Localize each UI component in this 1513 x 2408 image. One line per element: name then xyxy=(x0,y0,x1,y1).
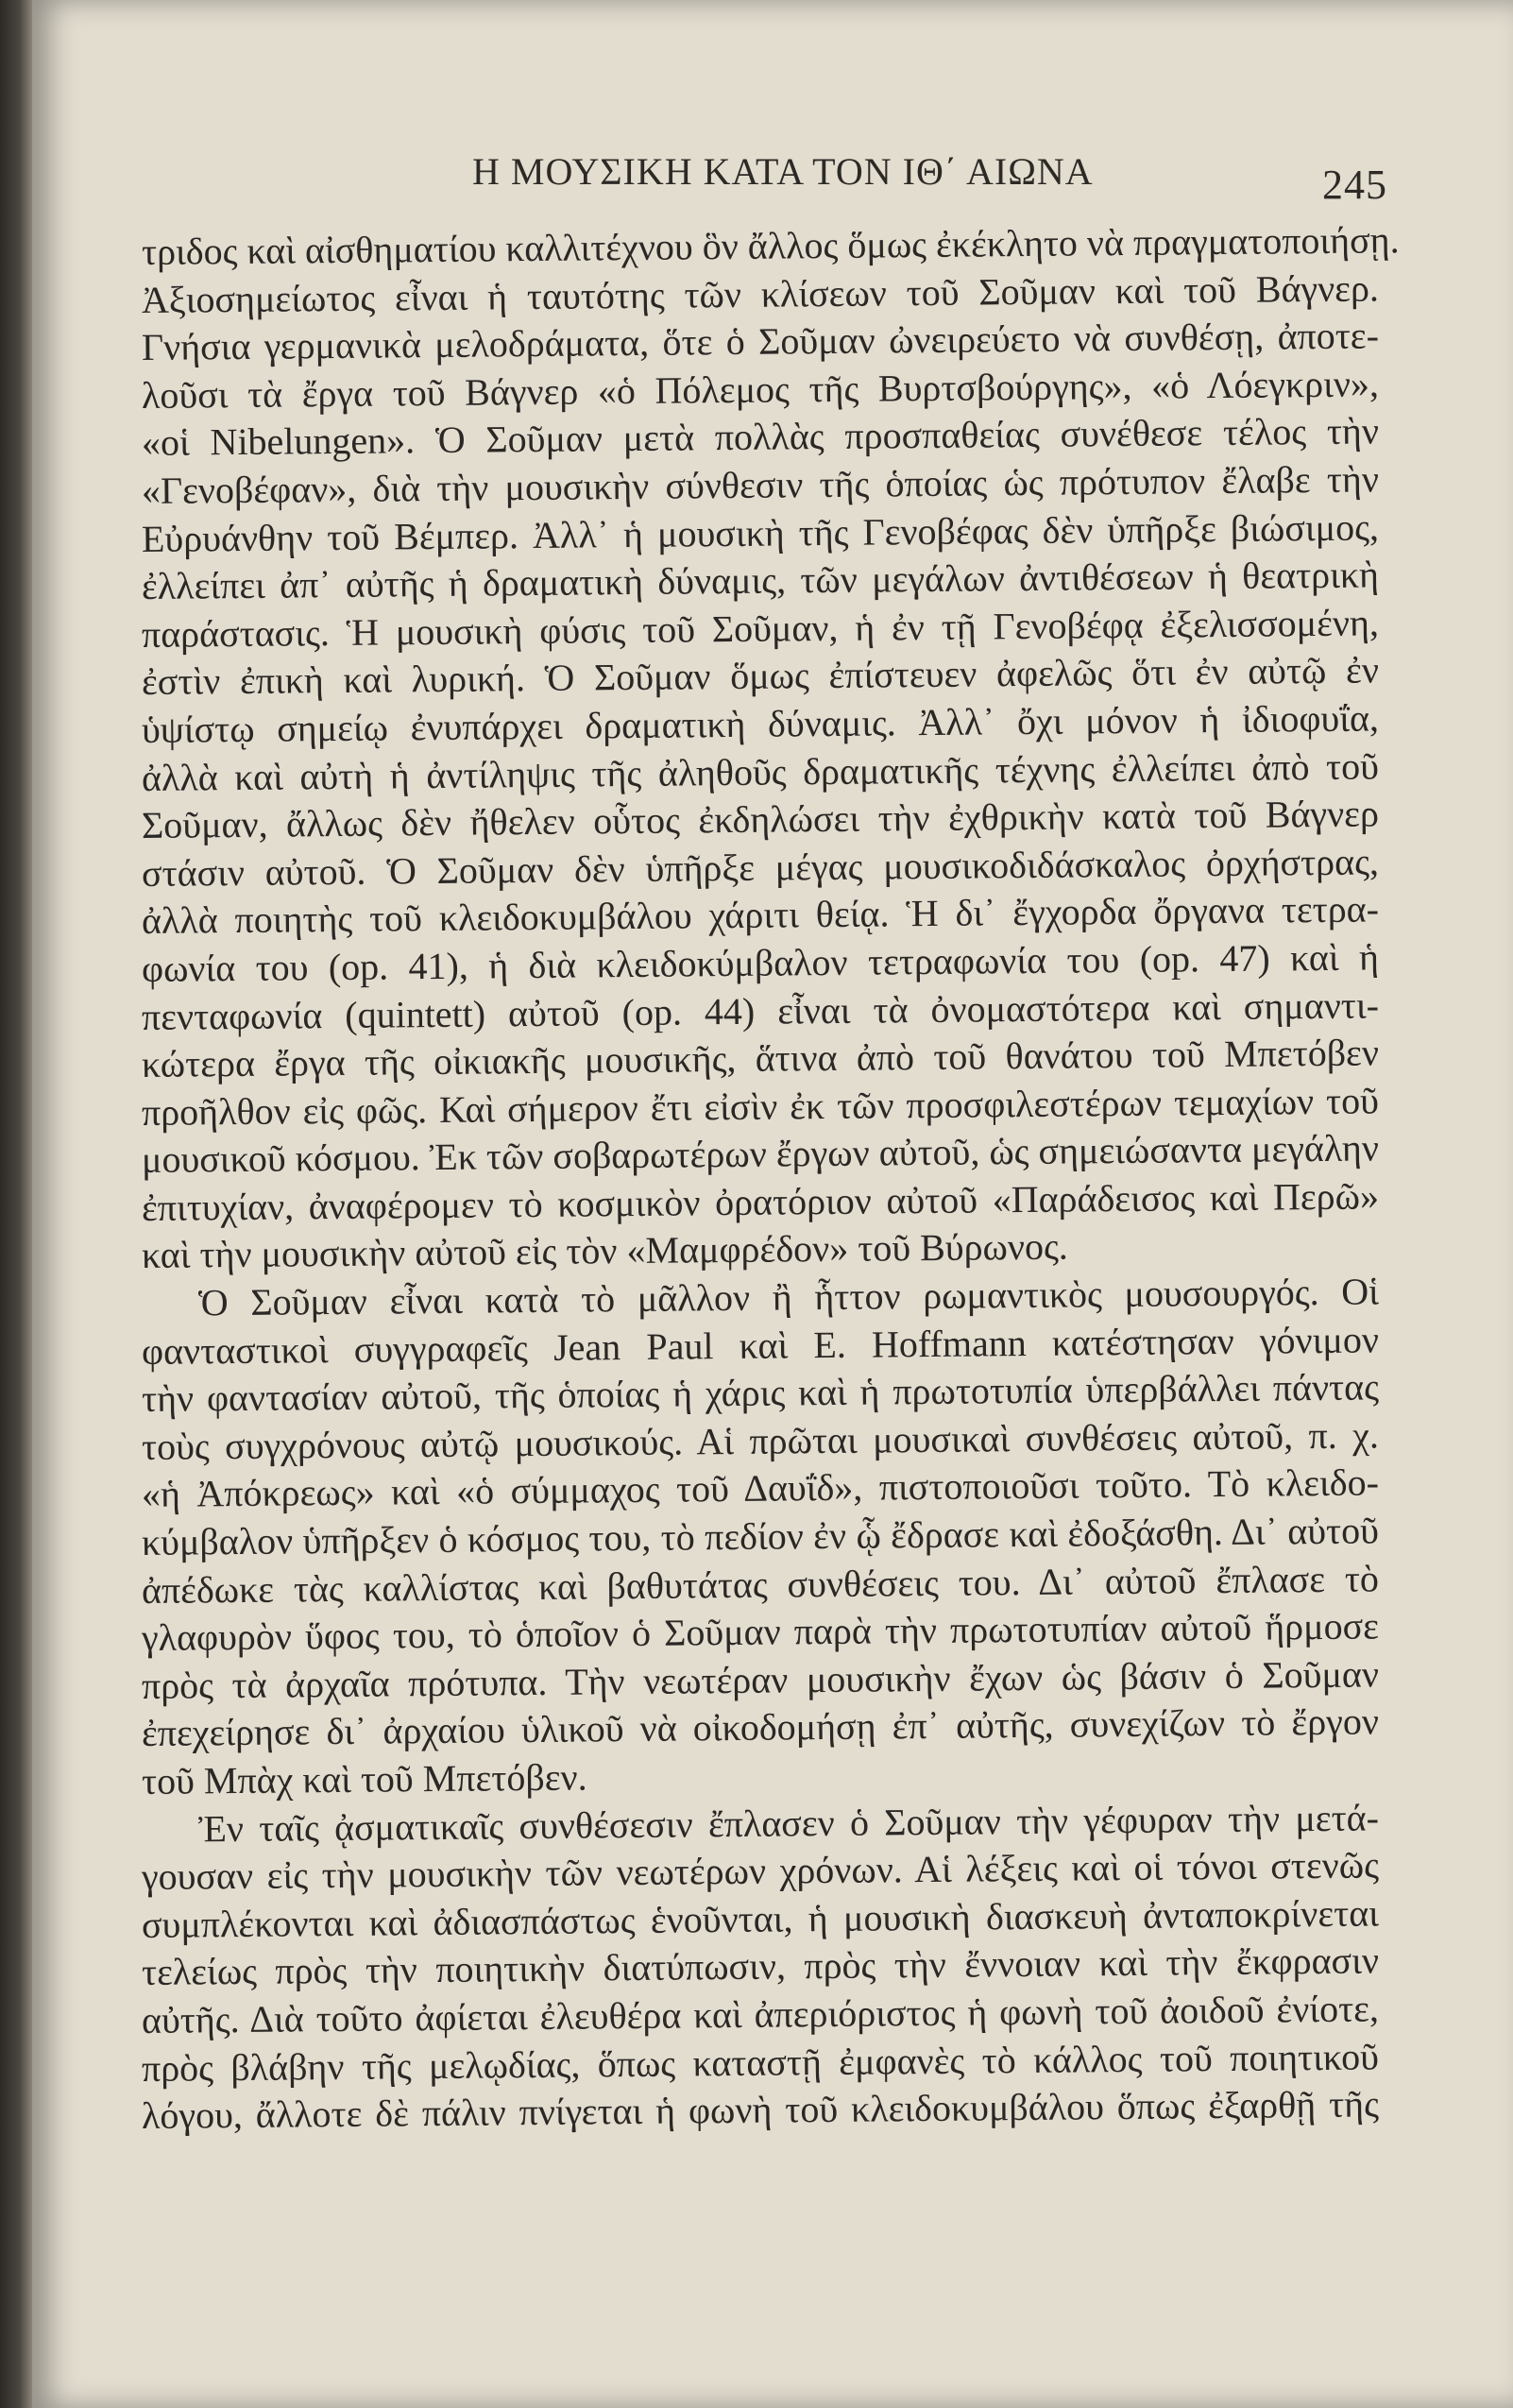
text-line: συμπλέκονται καὶ ἀδιασπάστως ἑνοῦνται, ἡ μουσικὴ διασκευὴ ἀνταποκρίνεται xyxy=(141,1891,1380,1946)
text-line: ὑψίστῳ σημείῳ ἐνυπάρχει δραματικὴ δύναμις. Ἀλλ᾽ ὄχι μόνον ἡ ἰδιοφυΐα, xyxy=(141,696,1380,751)
text-line: Ὁ Σοῦμαν εἶναι κατὰ τὸ μᾶλλον ἢ ἧττον ρωμαντικὸς μουσουργός. Οἱ xyxy=(197,1270,1380,1324)
text-line: Γνήσια γερμανικὰ μελοδράματα, ὅτε ὁ Σοῦμαν ὠνειρεύετο νὰ συνθέσῃ, ἀποτε- xyxy=(141,314,1380,369)
text-line: γλαφυρὸν ὕφος του, τὸ ὁποῖον ὁ Σοῦμαν παρὰ τὴν πρωτοτυπίαν αὐτοῦ ἥρμοσε xyxy=(141,1604,1380,1660)
text-line: Ἀξιοσημείωτος εἶναι ἡ ταυτότης τῶν κλίσεων τοῦ Σοῦμαν καὶ τοῦ Βάγνερ. xyxy=(141,266,1380,321)
text-line: πρὸς βλάβην τῆς μελῳδίας, ὅπως καταστῇ ἐμφανὲς τὸ κάλλος τοῦ ποιητικοῦ xyxy=(141,2034,1380,2090)
text-line: ἀλλὰ καὶ αὐτὴ ἡ ἀντίληψις τῆς ἀληθοῦς δραματικῆς τέχνης ἐλλείπει ἀπὸ τοῦ xyxy=(141,743,1380,799)
book-gutter xyxy=(0,0,32,2408)
text-line: πενταφωνία (quintett) αὐτοῦ (op. 44) εἶναι τὰ ὀνομαστότερα καὶ σημαντι- xyxy=(141,982,1380,1038)
text-line: «οἱ Nibelungen». Ὁ Σοῦμαν μετὰ πολλὰς προσπαθείας συνέθεσε τέλος τὴν xyxy=(141,409,1380,465)
text-line: «Γενοβέφαν», διὰ τὴν μουσικὴν σύνθεσιν τῆς ὁποίας ὡς πρότυπον ἔλαβε τὴν xyxy=(141,457,1380,512)
text-line: τριδος καὶ αἰσθηματίου καλλιτέχνου ὃν ἄλλος ὅμως ἐκέκλητο νὰ πραγματοποιήσῃ. xyxy=(141,218,1400,273)
text-line: «ἡ Ἀπόκρεως» καὶ «ὁ σύμμαχος τοῦ Δαυΐδ», πιστοποιοῦσι τοῦτο. Τὸ κλειδο- xyxy=(141,1460,1380,1516)
text-line: πρὸς τὰ ἀρχαῖα πρότυπα. Τὴν νεωτέραν μουσικὴν ἔχων ὡς βάσιν ὁ Σοῦμαν xyxy=(141,1652,1380,1707)
text-line: παράστασις. Ἡ μουσικὴ φύσις τοῦ Σοῦμαν, ἡ ἐν τῇ Γενοβέφᾳ ἐξελισσομένη, xyxy=(141,601,1380,656)
text-line: φωνία του (op. 41), ἡ διὰ κλειδοκύμβαλον τετραφωνία του (op. 47) καὶ ἡ xyxy=(141,935,1380,990)
text-line: τοῦ Μπὰχ καὶ τοῦ Μπετόβεν. xyxy=(141,1755,587,1802)
text-line: προῆλθον εἰς φῶς. Καὶ σήμερον ἔτι εἰσὶν ἐκ τῶν προσφιλεστέρων τεμαχίων τοῦ xyxy=(141,1079,1380,1134)
text-line: στάσιν αὐτοῦ. Ὁ Σοῦμαν δὲν ὑπῆρξε μέγας μουσικοδιδάσκαλος ὀρχήστρας, xyxy=(141,840,1380,895)
text-line: αὐτῆς. Διὰ τοῦτο ἀφίεται ἐλευθέρα καὶ ἀπεριόριστος ἡ φωνὴ τοῦ ἀοιδοῦ ἐνίοτε, xyxy=(141,1987,1380,2041)
text-line: τοὺς συγχρόνους αὐτῷ μουσικούς. Αἱ πρῶται μουσικαὶ συνθέσεις αὐτοῦ, π. χ. xyxy=(141,1413,1380,1468)
text-line: φανταστικοὶ συγγραφεῖς Jean Paul καὶ E. Hoffmann κατέστησαν γόνιμον xyxy=(141,1318,1380,1373)
text-line: λοῦσι τὰ ἔργα τοῦ Βάγνερ «ὁ Πόλεμος τῆς Βυρτσβούργης», «ὁ Λόεγκριν», xyxy=(141,362,1380,417)
text-line: λόγου, ἄλλοτε δὲ πάλιν πνίγεται ἡ φωνὴ τοῦ κλειδοκυμβάλου ὅπως ἐξαρθῇ τῆς xyxy=(141,2082,1380,2138)
text-line: ἐλλείπει ἀπ᾽ αὐτῆς ἡ δραματικὴ δύναμις, τῶν μεγάλων ἀντιθέσεων ἡ θεατρικὴ xyxy=(141,553,1380,608)
running-title: Η ΜΟΥΣΙΚΗ ΚΑΤΑ ΤΟΝ ΙΘ΄ ΑΙΩΝΑ xyxy=(472,150,1094,193)
text-line: κώτερα ἔργα τῆς οἰκιακῆς μουσικῆς, ἅτινα ἀπὸ τοῦ θανάτου τοῦ Μπετόβεν xyxy=(141,1031,1380,1086)
text-line: ἀπέδωκε τὰς καλλίστας καὶ βαθυτάτας συνθέσεις του. Δι᾽ αὐτοῦ ἔπλασε τὸ xyxy=(141,1557,1380,1612)
page-number: 245 xyxy=(1322,162,1387,208)
text-line: ἀλλὰ ποιητὴς τοῦ κλειδοκυμβάλου χάριτι θείᾳ. Ἡ δι᾽ ἔγχορδα ὄργανα τετρα- xyxy=(141,887,1380,943)
body-text xyxy=(141,218,1400,2141)
text-line: ἐπεχείρησε δι᾽ ἀρχαίου ὑλικοῦ νὰ οἰκοδομήσῃ ἐπ᾽ αὐτῆς, συνεχίζων τὸ ἔργον xyxy=(141,1699,1380,1755)
text-line: ἐστὶν ἐπικὴ καὶ λυρική. Ὁ Σοῦμαν ὅμως ἐπίστευεν ἀφελῶς ὅτι ἐν αὐτῷ ἐν xyxy=(141,648,1380,704)
text-line: τελείως πρὸς τὴν ποιητικὴν διατύπωσιν, πρὸς τὴν ἔννοιαν καὶ τὴν ἔκφρασιν xyxy=(141,1938,1380,1994)
text-line: Ἐν ταῖς ᾀσματικαῖς συνθέσεσιν ἔπλασεν ὁ Σοῦμαν τὴν γέφυραν τὴν μετά- xyxy=(197,1796,1380,1851)
text-line: τὴν φαντασίαν αὐτοῦ, τῆς ὁποίας ἡ χάρις καὶ ἡ πρωτοτυπία ὑπερβάλλει πάντας xyxy=(141,1365,1380,1421)
text-line: κύμβαλον ὑπῆρξεν ὁ κόσμος του, τὸ πεδίον ἐν ᾧ ἔδρασε καὶ ἐδοξάσθη. Δι᾽ αὐτοῦ xyxy=(141,1509,1380,1564)
text-line: γουσαν εἰς τὴν μουσικὴν τῶν νεωτέρων χρόνων. Αἱ λέξεις καὶ οἱ τόνοι στενῶς xyxy=(141,1843,1380,1899)
text-line: Σοῦμαν, ἄλλως δὲν ἤθελεν οὗτος ἐκδηλώσει τὴν ἐχθρικὴν κατὰ τοῦ Βάγνερ xyxy=(141,792,1380,847)
text-line: ἐπιτυχίαν, ἀναφέρομεν τὸ κοσμικὸν ὀρατόριον αὐτοῦ «Παράδεισος καὶ Περῶ» xyxy=(141,1174,1380,1229)
text-line: Εὐρυάνθην τοῦ Βέμπερ. Ἀλλ᾽ ἡ μουσικὴ τῆς Γενοβέφας δὲν ὑπῆρξε βιώσιμος, xyxy=(141,504,1380,560)
text-line: καὶ τὴν μουσικὴν αὐτοῦ εἰς τὸν «Μαμφρέδον» τοῦ Βύρωνος. xyxy=(141,1225,1069,1277)
text-line: μουσικοῦ κόσμου. Ἐκ τῶν σοβαρωτέρων ἔργων αὐτοῦ, ὡς σημειώσαντα μεγάλην xyxy=(141,1126,1380,1182)
